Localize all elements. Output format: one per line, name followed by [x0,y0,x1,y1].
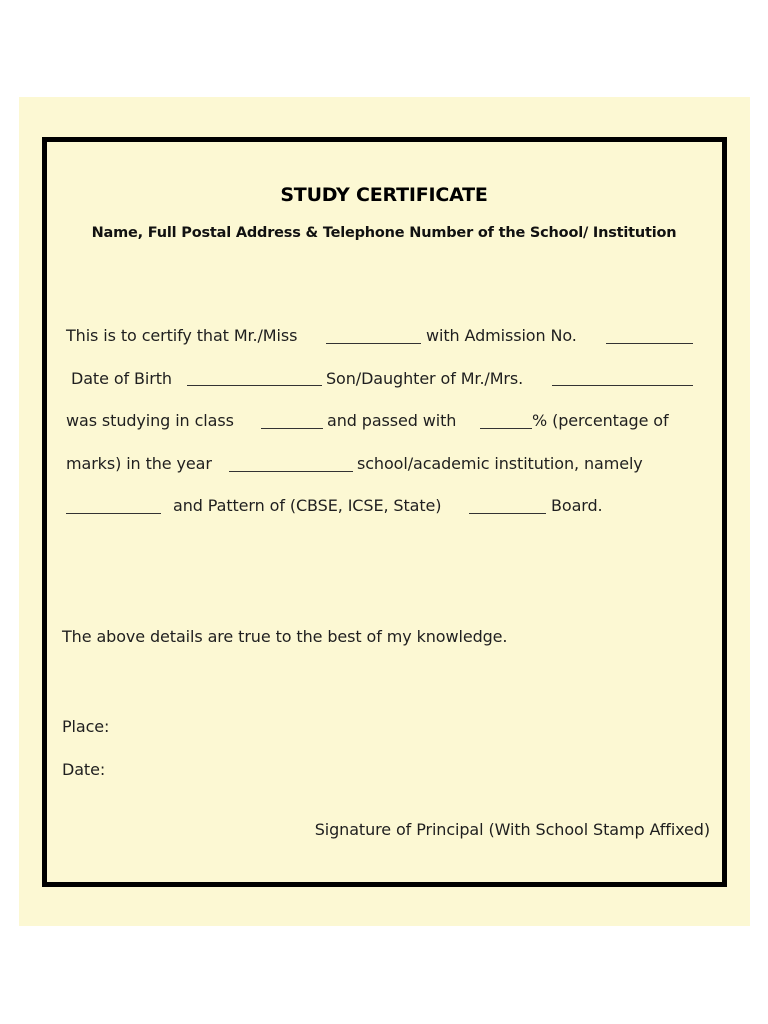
certify-text: This is to certify that Mr./Miss [66,326,298,345]
signature-label: Signature of Principal (With School Stamp Affixed) [314,820,710,839]
institution-name-blank[interactable] [66,513,161,514]
admission-no-label: with Admission No. [426,326,577,345]
year-label: marks) in the year [66,454,212,473]
student-name-blank[interactable] [326,343,421,344]
parent-name-blank[interactable] [552,385,693,386]
board-label: Board. [551,496,603,515]
percentage-label: % (percentage of [532,411,669,430]
declaration-text: The above details are true to the best of my knowledge. [62,627,508,646]
date-label: Date: [62,760,106,779]
percentage-blank[interactable] [480,428,532,429]
dob-blank[interactable] [187,385,322,386]
dob-label: Date of Birth [71,369,172,388]
certificate-title: STUDY CERTIFICATE [280,184,488,206]
school-details-heading: Name, Full Postal Address & Telephone Number of the School/ Institution [91,225,677,241]
class-label: was studying in class [66,411,234,430]
admission-no-blank[interactable] [606,343,693,344]
class-blank[interactable] [261,428,323,429]
institution-label: school/academic institution, namely [357,454,643,473]
parent-label: Son/Daughter of Mr./Mrs. [326,369,524,388]
year-blank[interactable] [229,471,353,472]
board-blank[interactable] [469,513,546,514]
pattern-label: and Pattern of (CBSE, ICSE, State) [173,496,442,515]
place-label: Place: [62,717,110,736]
passed-label: and passed with [327,411,457,430]
